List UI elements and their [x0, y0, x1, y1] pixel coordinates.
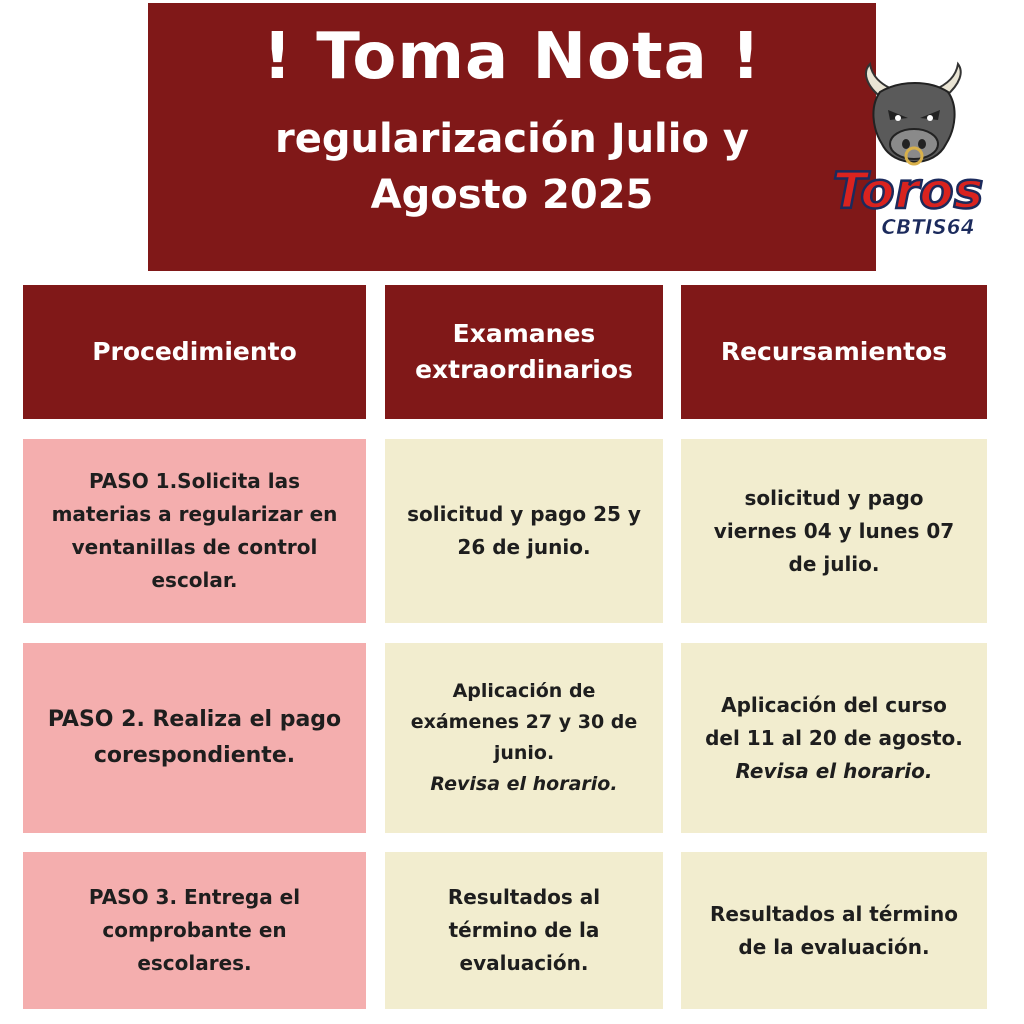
recursamientos-step-2-cell	[681, 643, 987, 833]
title-banner	[148, 3, 876, 271]
svg-text:CBTIS64: CBTIS64	[881, 215, 975, 239]
recursamientos-step-1-text: solicitud y pago viernes 04 y lunes 07 de julio.	[713, 485, 955, 576]
page-title: ! Toma Nota !	[262, 20, 762, 94]
toros-cbtis64-logo	[818, 58, 994, 248]
column-header-label: Examanes extraordinarios	[415, 319, 633, 384]
examenes-schedule-note: Revisa el horario.	[430, 773, 618, 795]
step-1-cell	[23, 439, 366, 623]
column-header-examenes	[385, 285, 663, 419]
svg-text:Toros: Toros	[832, 162, 984, 220]
recursamientos-step-1-cell	[681, 439, 987, 623]
examenes-step-3-cell	[385, 852, 663, 1009]
step-2-cell	[23, 643, 366, 833]
bull-mascot-icon	[818, 58, 994, 248]
column-header-procedimiento	[23, 285, 366, 419]
step-1-text: PASO 1.Solicita las materias a regularizar en ventanillas de control escolar.	[51, 469, 338, 592]
recursamientos-step-2-text: Aplicación del curso del 11 al 20 de agosto.	[705, 692, 963, 750]
step-3-cell	[23, 852, 366, 1009]
page-subtitle: regularización Julio y Agosto 2025	[275, 116, 749, 218]
examenes-step-1-cell	[385, 439, 663, 623]
step-2-text: PASO 2. Realiza el pago corespondiente.	[47, 707, 342, 768]
examenes-step-2-text: Aplicación de exámenes 27 y 30 de junio.	[410, 680, 638, 764]
recursamientos-step-3-text: Resultados al término de la evaluación.	[710, 901, 958, 959]
recursamientos-step-3-cell	[681, 852, 987, 1009]
examenes-step-2-cell	[385, 643, 663, 833]
column-header-label: Recursamientos	[720, 337, 948, 366]
column-header-recursamientos	[681, 285, 987, 419]
step-3-text: PASO 3. Entrega el comprobante en escolares.	[88, 885, 301, 975]
examenes-step-3-text: Resultados al término de la evaluación.	[447, 885, 601, 975]
column-header-label: Procedimiento	[92, 337, 297, 366]
examenes-step-1-text: solicitud y pago 25 y 26 de junio.	[407, 502, 641, 559]
recursamientos-schedule-note: Revisa el horario.	[735, 758, 933, 783]
